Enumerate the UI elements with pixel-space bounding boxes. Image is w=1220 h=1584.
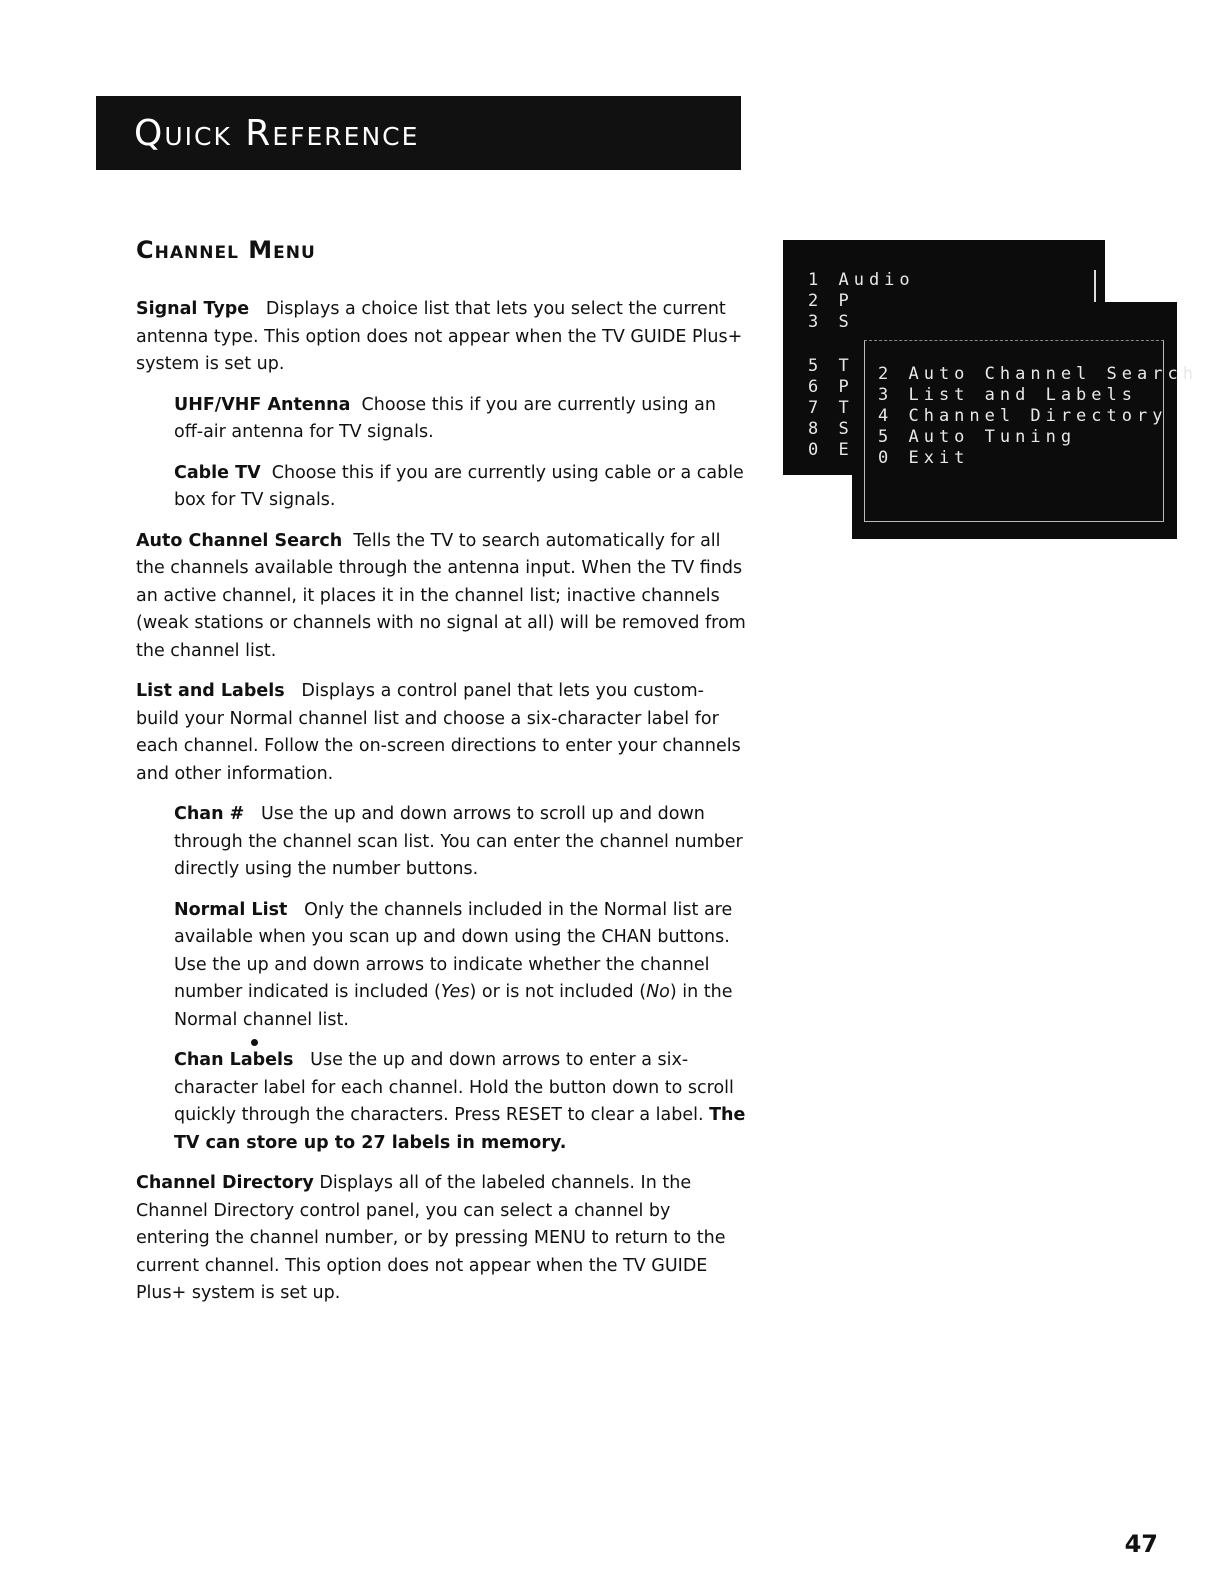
- term-label: Signal Type: [136, 299, 250, 319]
- term-description-middle: ) or is not included (: [469, 982, 647, 1002]
- paragraph-signal-type: [136, 296, 746, 379]
- paragraph-cable-tv: [174, 460, 746, 515]
- term-description: Tells the TV to search automatically for all the channels available through the antenna input. When the TV finds an active channel, it places it in the channel list; inactive channels (weak stations or channels with no signal at all) will be removed from the channel list.: [136, 530, 746, 661]
- menu-divider: [1094, 270, 1096, 302]
- bullet-dot: [251, 1039, 258, 1046]
- page-number: 47: [1124, 1530, 1158, 1558]
- term-description: Displays a choice list that lets you select the current antenna type. This option does not appear when the TV GUIDE Plus+ system is set up.: [136, 299, 743, 374]
- main-menu-item: 5 T: [808, 356, 854, 376]
- submenu-item-auto-tuning: 5 Auto Tuning: [878, 427, 1077, 447]
- submenu-item-channel-directory: 4 Channel Directory: [878, 406, 1168, 426]
- term-description-end: ) in the Normal channel list.: [174, 982, 733, 1030]
- term-label: List and Labels: [136, 681, 285, 701]
- main-menu-item: 2 P: [808, 291, 854, 311]
- paragraph-list-and-labels: [136, 678, 746, 788]
- paragraph-chan-number: [174, 801, 746, 884]
- term-label: Chan #: [174, 804, 245, 824]
- main-menu-item: 0 E: [808, 440, 854, 460]
- main-menu-item: 8 S: [808, 419, 854, 439]
- submenu-item-exit: 0 Exit: [878, 448, 970, 468]
- main-menu-item: 1 Audio: [808, 270, 915, 290]
- term-description: Displays a control panel that lets you custom-build your Normal channel list and choose a six-character label for each channel. Follow the on-screen directions to enter your channels and other information.: [136, 681, 741, 784]
- term-label: Normal List: [174, 899, 288, 920]
- term-description: Use the up and down arrows to scroll up and down through the channel scan list. You can enter the channel number directly using the number buttons.: [174, 804, 743, 879]
- term-label: Auto Channel Search: [136, 530, 343, 551]
- no-text: No: [646, 982, 670, 1002]
- banner-title: Quick Reference: [134, 112, 420, 154]
- paragraph-uhf-vhf-antenna: [174, 392, 746, 447]
- main-menu-item: 7 T: [808, 398, 854, 418]
- yes-text: Yes: [440, 982, 470, 1002]
- term-label: UHF/VHF Antenna: [174, 394, 351, 415]
- term-emphasis: The TV can store up to 27 labels in memory.: [174, 1105, 746, 1153]
- section-banner: [96, 96, 741, 170]
- term-label: Chan Labels: [174, 1050, 294, 1070]
- paragraph-auto-channel-search: [136, 528, 746, 666]
- submenu-item-list-and-labels: 3 List and Labels: [878, 385, 1137, 405]
- term-description: Use the up and down arrows to enter a six-character label for each channel. Hold the button down to scroll quickly through the characters. Press RESET to clear a label.: [174, 1050, 734, 1125]
- body-text: [136, 296, 746, 1321]
- term-label: Cable TV: [174, 462, 261, 483]
- main-menu-item: 3 S: [808, 312, 854, 332]
- paragraph-channel-directory: [136, 1170, 746, 1308]
- term-description: Displays all of the labeled channels. In the Channel Directory control panel, you can select a channel by entering the channel number, or by pressing MENU to return to the current channel. This option does not appear when the TV GUIDE Plus+ system is set up.: [136, 1173, 726, 1303]
- page-heading: Channel Menu: [136, 236, 316, 264]
- term-description: Choose this if you are currently using cable or a cable box for TV signals.: [174, 462, 744, 510]
- submenu-item-auto-channel-search: 2 Auto Channel Search: [878, 364, 1198, 384]
- paragraph-chan-labels: [174, 1047, 746, 1157]
- term-description: Choose this if you are currently using an off-air antenna for TV signals.: [174, 394, 716, 442]
- term-label: Channel Directory: [136, 1173, 314, 1193]
- term-description: Only the channels included in the Normal list are available when you scan up and down using the CHAN buttons. Use the up and down arrows to indicate whether the channel number indicated is included (: [174, 899, 733, 1002]
- main-menu-item: 6 P: [808, 377, 854, 397]
- paragraph-normal-list: [174, 897, 746, 1035]
